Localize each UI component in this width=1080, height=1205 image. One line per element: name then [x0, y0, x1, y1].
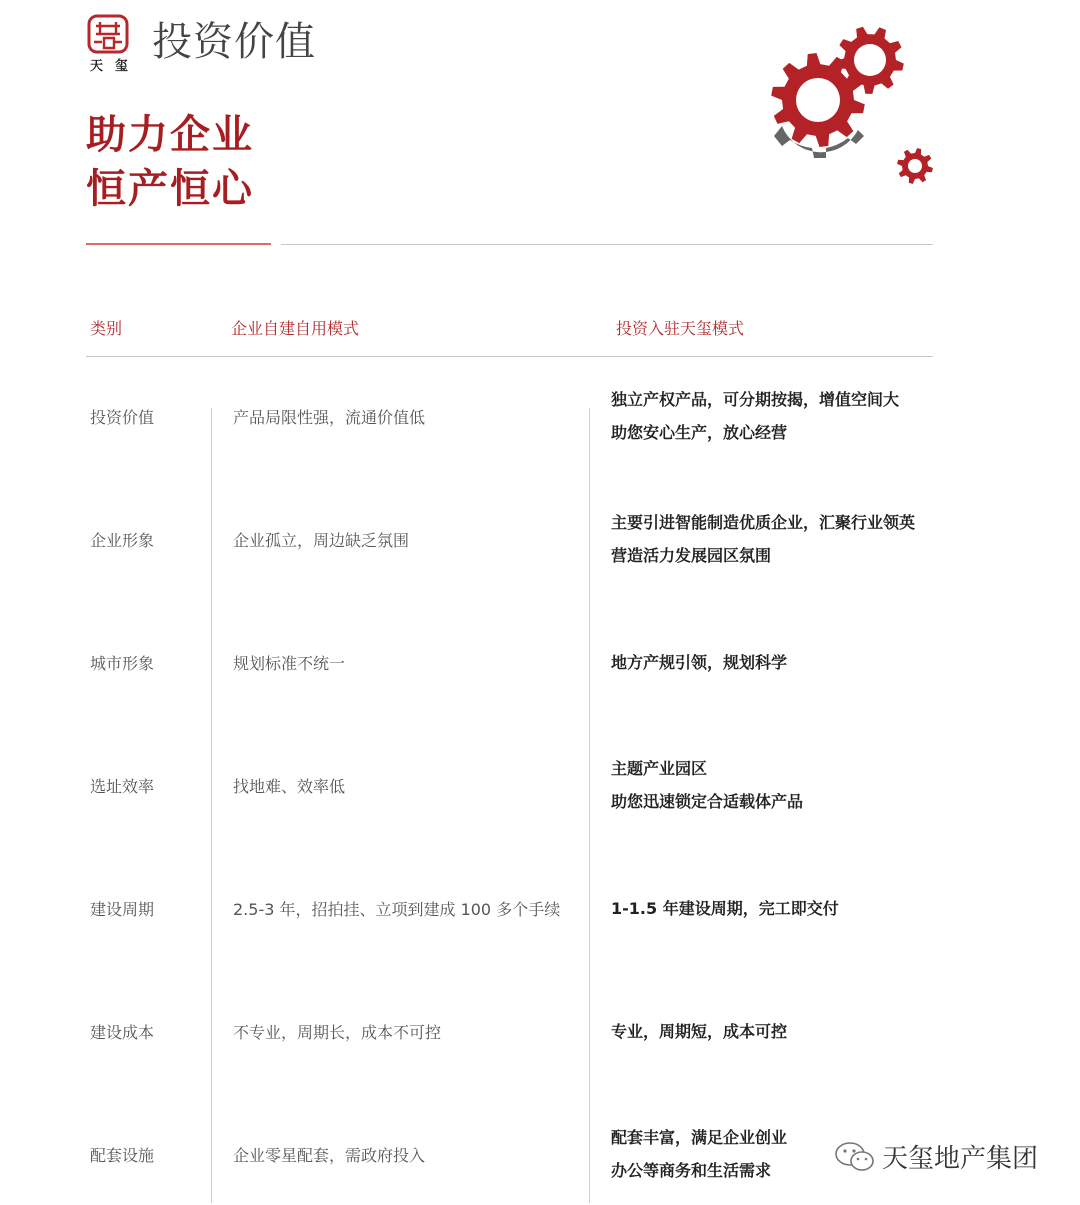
row-tianxi-line: 1-1.5 年建设周期，完工即交付: [611, 898, 839, 918]
headline-line-1: 助力企业: [86, 112, 254, 158]
column-header-self-build: 企业自建自用模式: [231, 319, 360, 338]
brand-logo: [86, 14, 132, 74]
row-tianxi: [611, 888, 839, 928]
row-tianxi-line: 助您迅速锁定合适载体产品: [611, 792, 804, 811]
row-tianxi: [611, 513, 916, 565]
logo-char-1: 天: [90, 59, 104, 74]
table-row: [0, 888, 1080, 928]
row-category: 城市形象: [90, 653, 155, 673]
row-self-build: 企业孤立，周边缺乏氛围: [233, 530, 410, 550]
row-self-build: 企业零星配套，需政府投入: [233, 1145, 426, 1165]
row-tianxi-line: 配套丰富，满足企业创业: [611, 1128, 788, 1147]
row-self-build: 2.5-3 年，招拍挂、立项到建成 100 多个手续: [233, 899, 561, 919]
headline-line-2: 恒产恒心: [86, 166, 254, 212]
row-self-build: 规划标准不统一: [233, 653, 346, 673]
medium-gear-icon: [836, 27, 904, 94]
row-tianxi-line: 主要引进智能制造优质企业，汇聚行业领英: [611, 513, 916, 532]
table-row: [0, 642, 1080, 682]
row-tianxi: [611, 1128, 788, 1180]
row-tianxi-line: 主题产业园区: [611, 759, 708, 778]
row-tianxi: [611, 1011, 787, 1051]
page-title: 投资价值: [152, 19, 316, 65]
table-row: [0, 1011, 1080, 1051]
row-category: 建设成本: [90, 1022, 155, 1042]
watermark-text: 天玺地产集团: [882, 1144, 1039, 1174]
small-gear-icon: [897, 148, 933, 184]
wechat-icon: [834, 1141, 876, 1173]
row-tianxi-line: 独立产权产品，可分期按揭，增值空间大: [611, 390, 900, 409]
title-rule-accent: [86, 243, 271, 245]
table-row: [0, 390, 1080, 442]
row-tianxi-line: 办公等商务和生活需求: [611, 1161, 772, 1180]
row-self-build: 不专业，周期长，成本不可控: [233, 1022, 442, 1042]
title-rule: [281, 244, 933, 245]
row-tianxi-line: 助您安心生产，放心经营: [611, 423, 788, 442]
row-category: 建设周期: [90, 899, 155, 919]
row-category: 配套设施: [90, 1145, 155, 1165]
row-tianxi-line: 地方产规引领，规划科学: [611, 652, 788, 672]
row-category: 投资价值: [90, 407, 155, 427]
logo-char-2: 玺: [114, 59, 128, 74]
watermark: [834, 1138, 1038, 1175]
seal-icon: [86, 14, 130, 54]
headline: [86, 108, 254, 216]
row-category: 企业形象: [90, 530, 155, 550]
row-self-build: 产品局限性强，流通价值低: [233, 407, 426, 427]
column-header-tianxi: 投资入驻天玺模式: [616, 319, 745, 338]
row-self-build: 找地难、效率低: [233, 776, 346, 796]
row-tianxi: [611, 642, 787, 682]
row-tianxi: [611, 390, 900, 442]
gears-decoration: [760, 14, 950, 194]
column-header-category: 类别: [90, 319, 123, 338]
header-divider: [86, 356, 933, 357]
table-row: [0, 513, 1080, 565]
table-row: [0, 759, 1080, 811]
row-tianxi-line: 专业，周期短，成本可控: [611, 1021, 788, 1041]
row-category: 选址效率: [90, 776, 155, 796]
row-tianxi-line: 营造活力发展园区氛围: [611, 546, 772, 565]
row-tianxi: [611, 759, 804, 811]
